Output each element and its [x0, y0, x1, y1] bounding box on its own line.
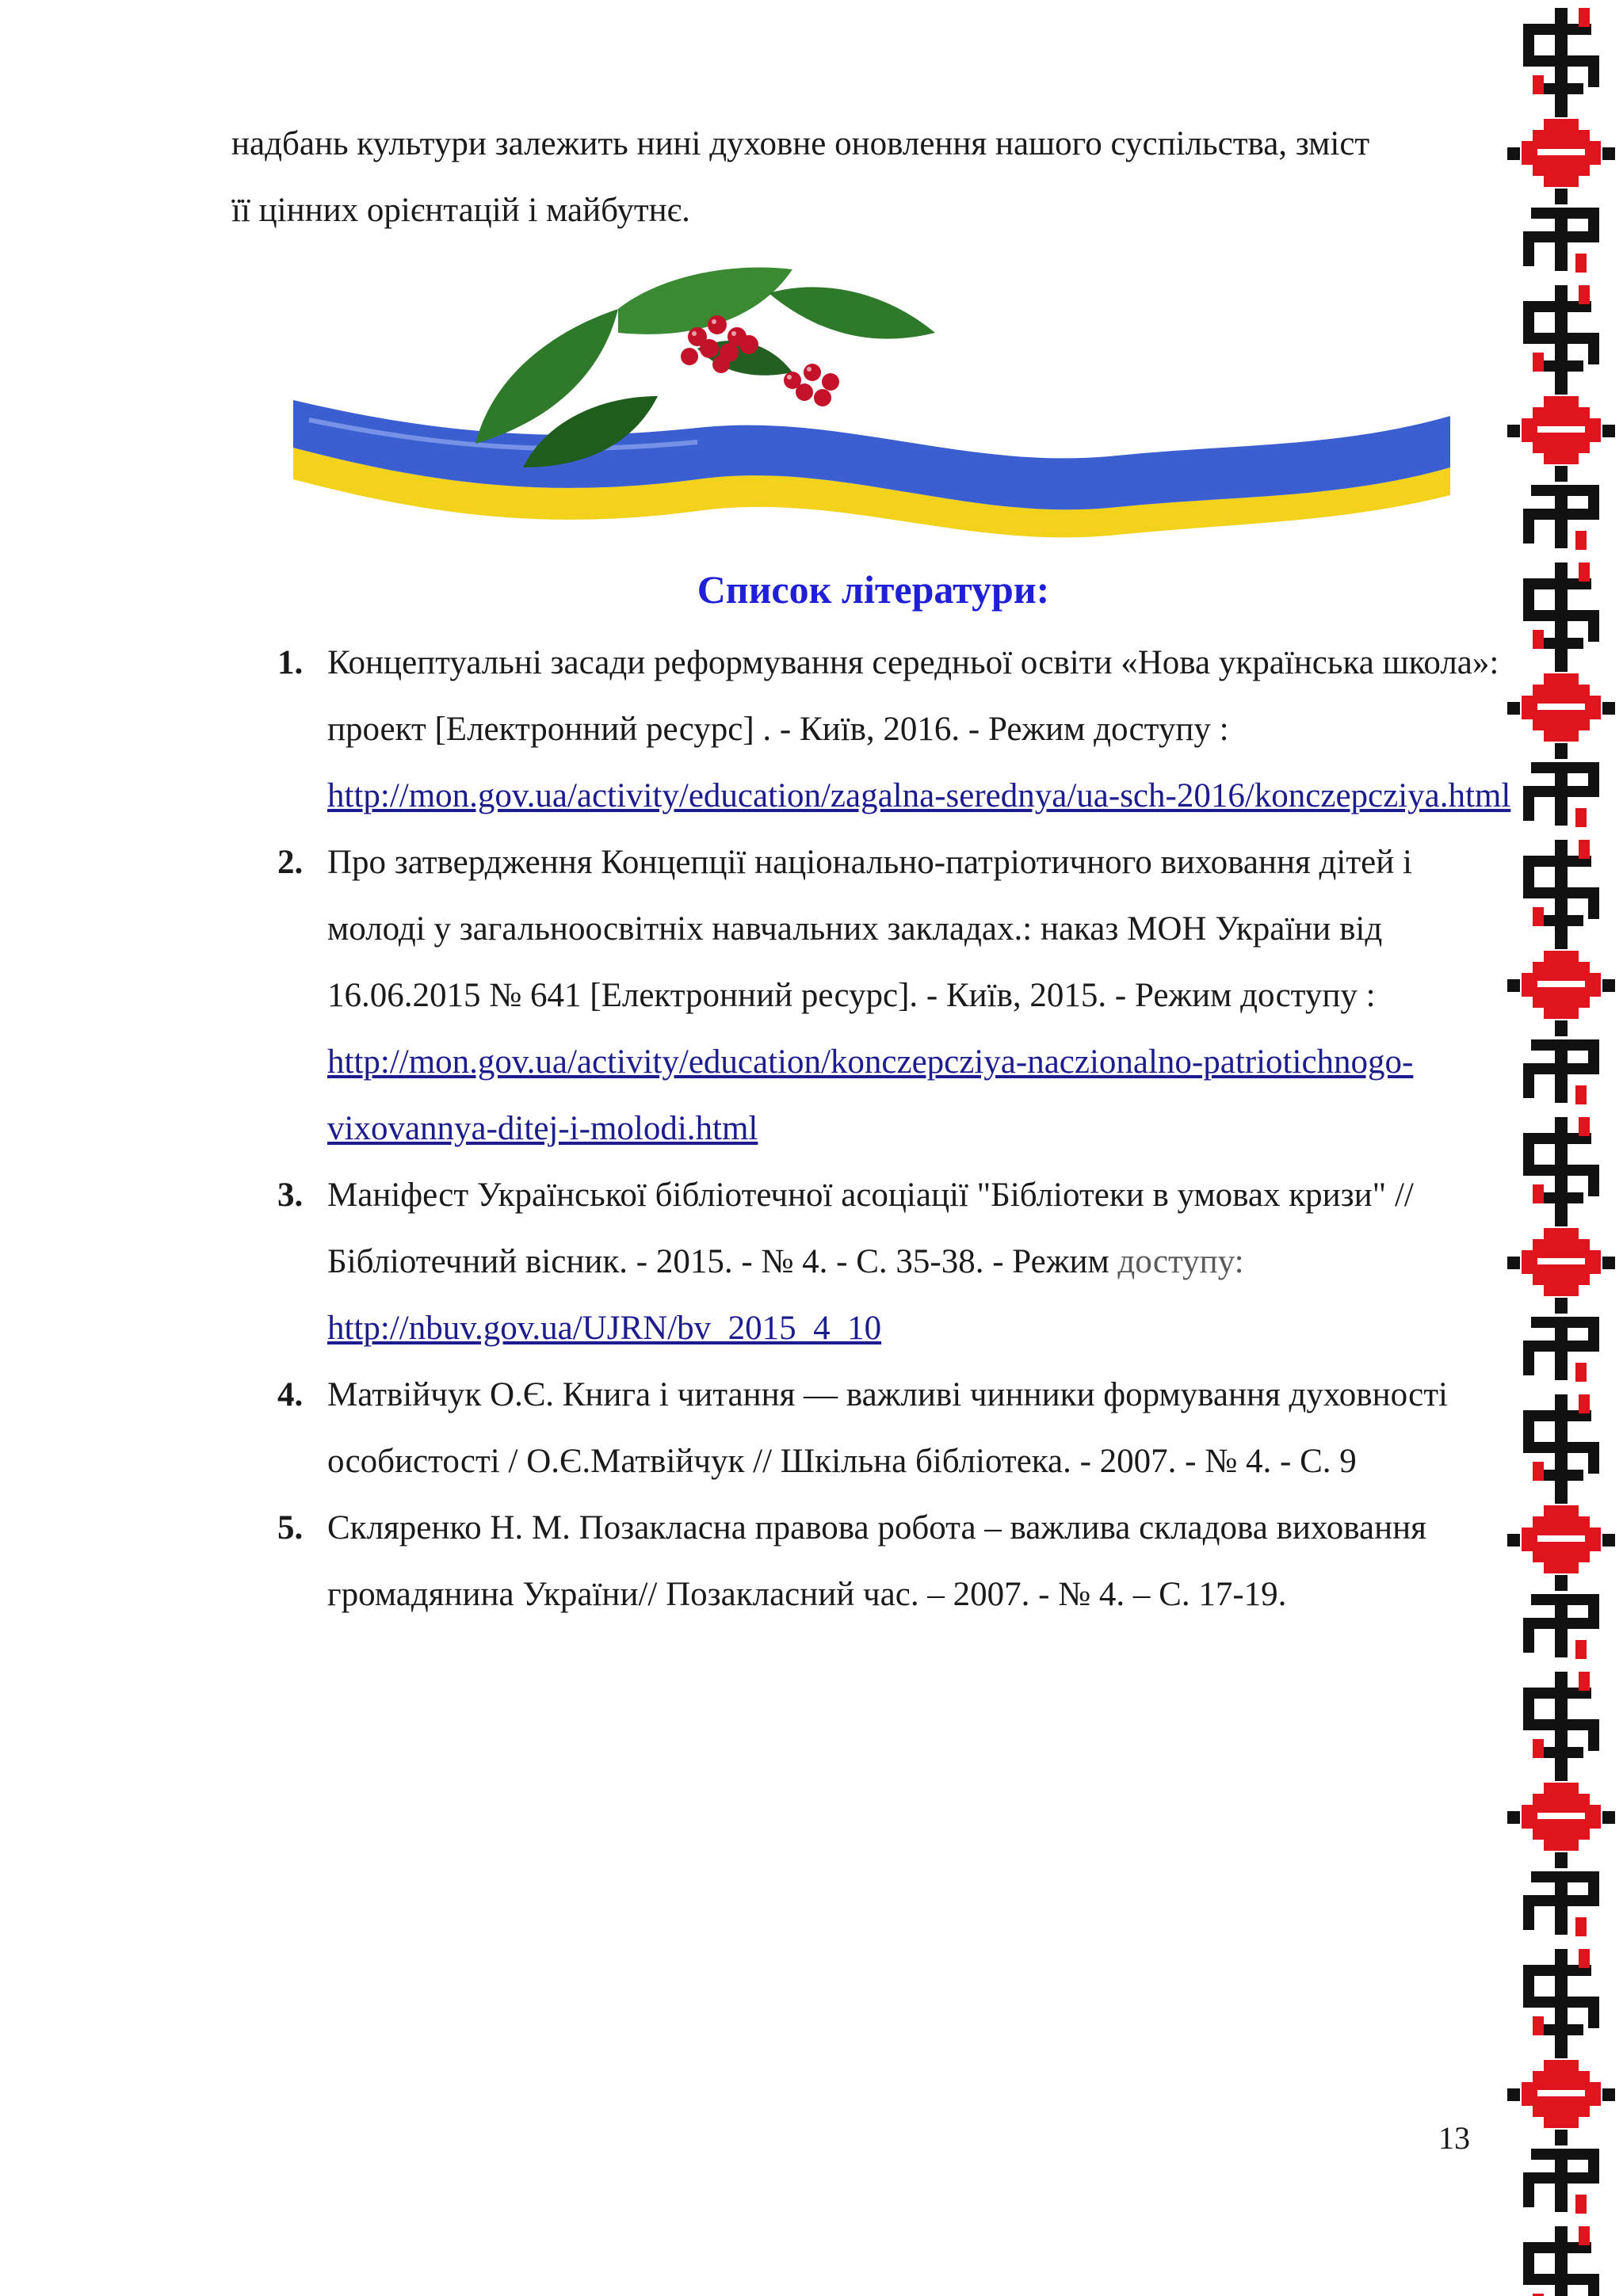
- reference-number: 4.: [277, 1376, 304, 1413]
- reference-text: Скляренко Н. М. Позакласна правова робота – важлива складова виховання громадянина України// Позакласний час. – 2007. - № 4. – С. 17-19.: [327, 1509, 1426, 1613]
- reference-text: доступу:: [1117, 1243, 1244, 1280]
- reference-item: [277, 1495, 1514, 1628]
- intro-paragraph: [231, 111, 1515, 244]
- reference-number: 5.: [277, 1509, 304, 1547]
- reference-number: 2.: [277, 844, 304, 881]
- reference-link[interactable]: http://mon.gov.ua/activity/education/zagalna-serednya/ua-sch-2016/konczepcziya.html: [327, 777, 1511, 814]
- embroidery-ornament: [1499, 0, 1623, 2296]
- reference-text: Маніфест Української бібліотечної асоціації "Бібліотеки в умовах кризи" // Бібліотечний вісник. - 2015. - № 4. - С. 35-38. - Режим: [327, 1177, 1414, 1280]
- reference-item: [277, 1162, 1514, 1362]
- page-number: 13: [1438, 2120, 1470, 2156]
- viburnum-ribbon-illustration: [285, 261, 1458, 555]
- reference-link[interactable]: http://mon.gov.ua/activity/education/konczepcziya-naczionalno-patriotichnogo-vixovannya-ditej-i-molodi.html: [327, 1043, 1414, 1147]
- reference-item: [277, 830, 1514, 1162]
- reference-item: [277, 1362, 1514, 1495]
- intro-line-1: надбань культури залежить нині духовне оновлення нашого суспільства, зміст: [231, 125, 1370, 162]
- reference-link[interactable]: http://nbuv.gov.ua/UJRN/bv_2015_4_10: [327, 1310, 882, 1347]
- references-list: [277, 630, 1514, 1628]
- intro-line-2: її цінних орієнтацій і майбутнє.: [231, 192, 690, 229]
- page-title: Список літератури:: [697, 567, 1050, 612]
- reference-text: Концептуальні засади реформування середньої освіти «Нова українська школа»: проект [Електронний ресурс] . - Київ, 2016. - Режим доступу :: [327, 644, 1499, 748]
- reference-text: Про затвердження Концепції національно-патріотичного виховання дітей і молоді у загальноосвітніх навчальних закладах.: наказ МОН України від 16.06.2015 № 641 [Електронний ресурс]. - Київ, 2015. - Режим доступу :: [327, 844, 1412, 1014]
- reference-text: Матвійчук О.Є. Книга і читання — важливі чинники формування духовності особистості / О.Є.Матвійчук // Шкільна бібліотека. - 2007. - № 4. - С. 9: [327, 1376, 1449, 1480]
- reference-item: [277, 630, 1514, 830]
- reference-number: 3.: [277, 1177, 304, 1214]
- reference-number: 1.: [277, 644, 304, 681]
